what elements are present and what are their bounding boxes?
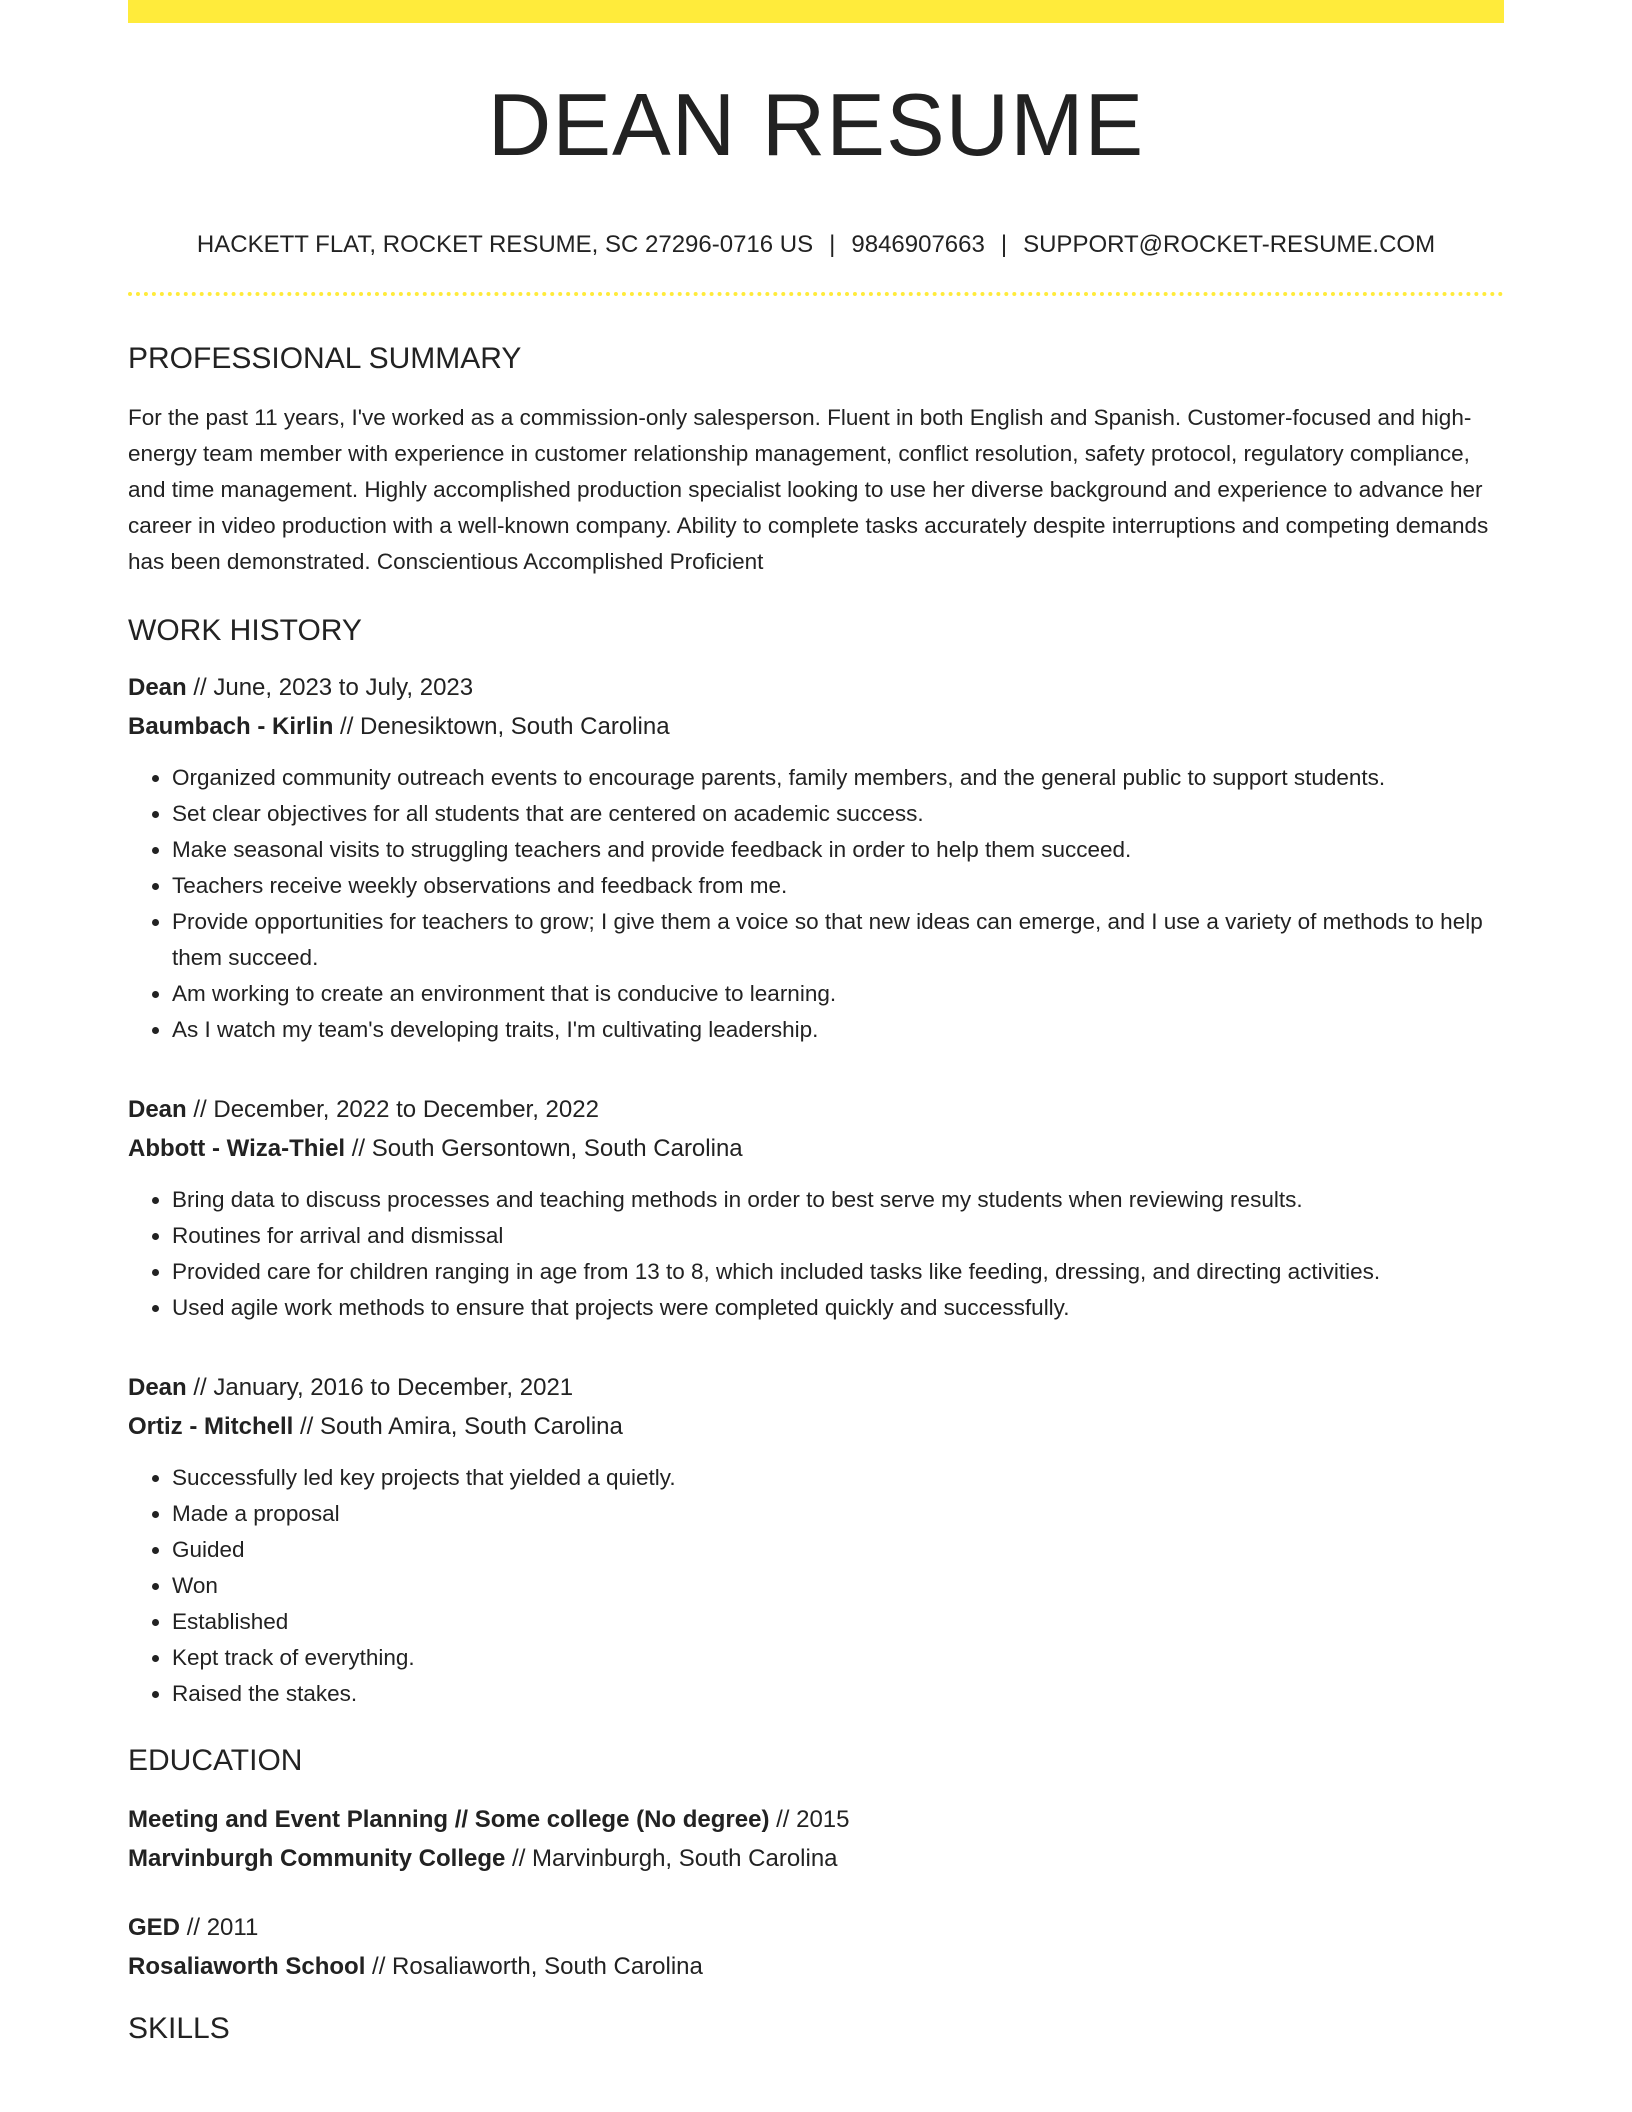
education-school-line — [128, 1947, 1504, 1986]
education-degree-line — [128, 1908, 1504, 1947]
education-degree: GED — [128, 1914, 181, 1941]
job-bullet: • Raised the stakes. — [172, 1676, 1504, 1712]
job-title-line — [128, 1090, 1504, 1129]
job-dates: // January, 2016 to December, 2021 — [193, 1374, 574, 1401]
job-bullet: • Provide opportunities for teachers to grow; I give them a voice so that new ideas can emerge, and I use a variety of methods to help them succeed. — [172, 904, 1504, 976]
job-bullet: • Make seasonal visits to struggling teachers and provide feedback in order to help them succeed. — [172, 832, 1504, 868]
job-bullet: • Provided care for children ranging in age from 13 to 8, which included tasks like feeding, dressing, and directing activities. — [172, 1254, 1504, 1290]
job-bullet: • Teachers receive weekly observations and feedback from me. — [172, 868, 1504, 904]
education-entry — [128, 1908, 1504, 1986]
job-employer: Baumbach - Kirlin — [128, 713, 334, 740]
job-entry — [128, 1368, 1504, 1712]
job-bullet: • Kept track of everything. — [172, 1640, 1504, 1676]
job-bullet: • Used agile work methods to ensure that projects were completed quickly and successfully. — [172, 1290, 1504, 1326]
job-bullet: • Won — [172, 1568, 1504, 1604]
job-bullets — [128, 760, 1504, 1048]
job-location: // South Gersontown, South Carolina — [351, 1135, 743, 1162]
job-location: // Denesiktown, South Carolina — [340, 713, 670, 740]
contact-separator: | — [1000, 231, 1008, 258]
job-role: Dean — [128, 674, 187, 701]
job-title-line — [128, 668, 1504, 707]
education-entry — [128, 1800, 1504, 1878]
job-bullet: • Successfully led key projects that yielded a quietly. — [172, 1460, 1504, 1496]
job-employer: Abbott - Wiza-Thiel — [128, 1135, 346, 1162]
top-accent-bar — [128, 0, 1504, 23]
job-bullet: • Made a proposal — [172, 1496, 1504, 1532]
summary-text: For the past 11 years, I've worked as a commission-only salesperson. Fluent in both English and Spanish. Customer-focused and high-energy team member with experience in customer relationship management, conflict resolution, safety protocol, regulatory compliance, and time management. Highly accomplished production specialist looking to use her diverse background and experience to advance her career in video production with a well-known company. Ability to complete tasks accurately despite interruptions and competing demands has been demonstrated. Conscientious Accomplished Proficient — [128, 405, 1489, 574]
job-employer: Ortiz - Mitchell — [128, 1413, 294, 1440]
education-heading: EDUCATION — [128, 1744, 303, 1777]
education-degree-line — [128, 1800, 1504, 1839]
education-location: // Marvinburgh, South Carolina — [512, 1845, 838, 1872]
contact-address: HACKETT FLAT, ROCKET RESUME, SC 27296-0716 US — [196, 231, 814, 258]
contact-phone: 9846907663 — [851, 231, 985, 258]
job-entry — [128, 668, 1504, 1048]
job-bullet: • Routines for arrival and dismissal — [172, 1218, 1504, 1254]
resume-page — [128, 0, 1504, 2044]
education-degree: Meeting and Event Planning // Some college (No degree) — [128, 1806, 770, 1833]
job-bullet: • Bring data to discuss processes and teaching methods in order to best serve my students when reviewing results. — [172, 1182, 1504, 1218]
job-title-line — [128, 1368, 1504, 1407]
job-employer-line — [128, 707, 1504, 746]
contact-line — [128, 233, 1504, 257]
education-school: Marvinburgh Community College — [128, 1845, 506, 1872]
education-school: Rosaliaworth School — [128, 1953, 366, 1980]
job-bullet: • Organized community outreach events to encourage parents, family members, and the general public to support students. — [172, 760, 1504, 796]
job-bullet: • Guided — [172, 1532, 1504, 1568]
education-location: // Rosaliaworth, South Carolina — [372, 1953, 703, 1980]
job-role: Dean — [128, 1374, 187, 1401]
job-entry — [128, 1090, 1504, 1326]
job-dates: // December, 2022 to December, 2022 — [193, 1096, 599, 1123]
education-school-line — [128, 1839, 1504, 1878]
job-dates: // June, 2023 to July, 2023 — [193, 674, 474, 701]
job-employer-line — [128, 1407, 1504, 1446]
header-divider — [128, 292, 1504, 296]
job-location: // South Amira, South Carolina — [300, 1413, 623, 1440]
job-bullet: • Set clear objectives for all students that are centered on academic success. — [172, 796, 1504, 832]
job-bullet: • Am working to create an environment that is conducive to learning. — [172, 976, 1504, 1012]
summary-heading: PROFESSIONAL SUMMARY — [128, 342, 522, 375]
job-employer-line — [128, 1129, 1504, 1168]
job-bullets — [128, 1182, 1504, 1326]
education-year: // 2015 — [776, 1806, 850, 1833]
job-role: Dean — [128, 1096, 187, 1123]
resume-name: DEAN RESUME — [487, 75, 1145, 174]
work-history-heading: WORK HISTORY — [128, 614, 362, 647]
contact-email: SUPPORT@ROCKET-RESUME.COM — [1023, 231, 1436, 258]
education-year: // 2011 — [186, 1914, 259, 1941]
skills-heading: SKILLS — [128, 2012, 230, 2045]
job-bullet: • As I watch my team's developing traits, I'm cultivating leadership. — [172, 1012, 1504, 1048]
contact-separator: | — [829, 231, 836, 258]
job-bullets — [128, 1460, 1504, 1712]
job-bullet: • Established — [172, 1604, 1504, 1640]
